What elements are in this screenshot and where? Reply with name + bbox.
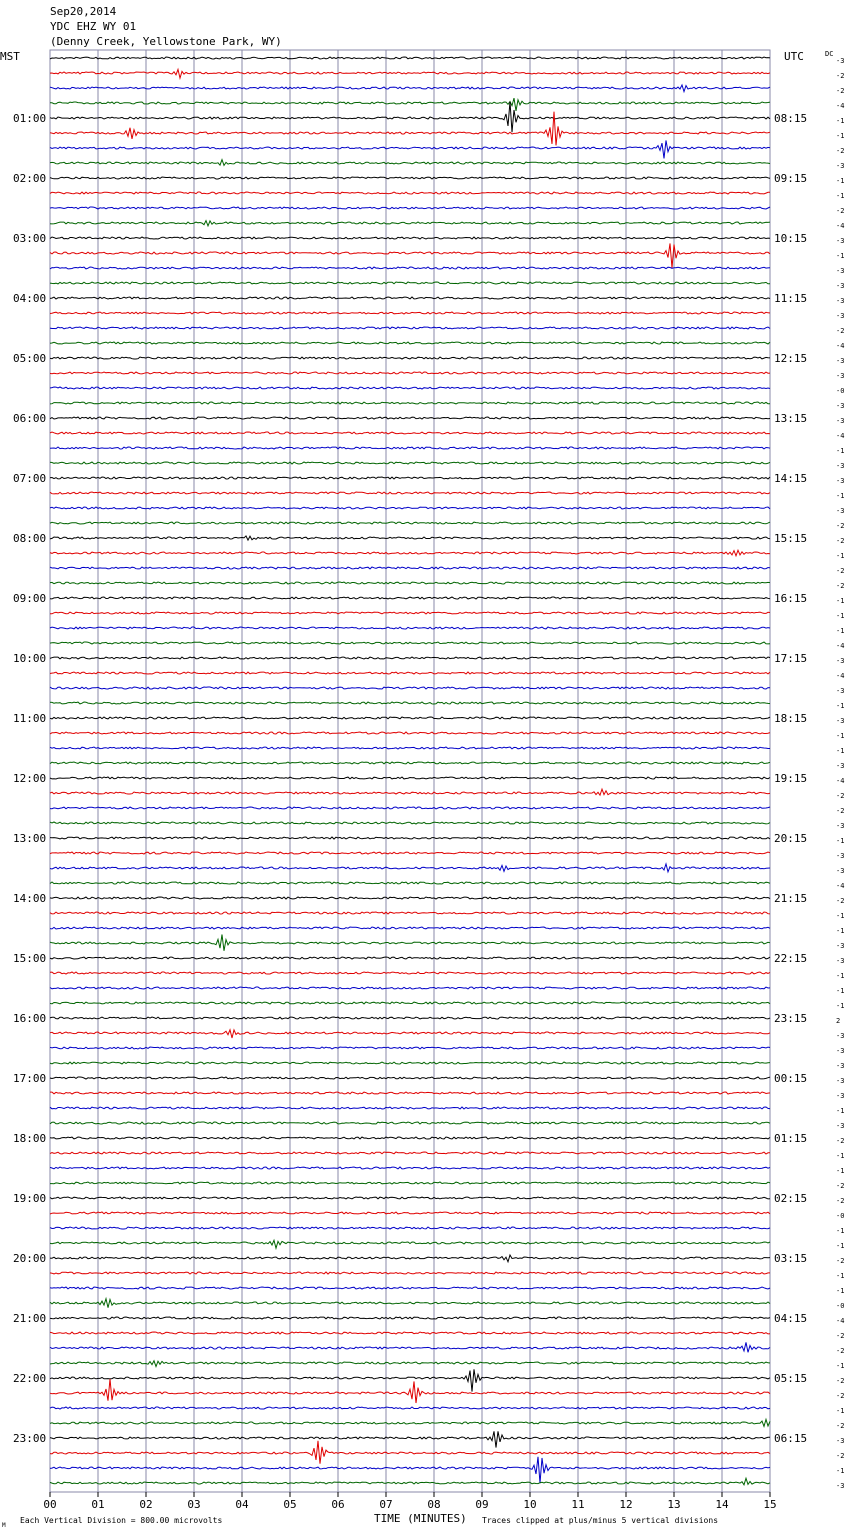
x-tick-label: 01 <box>91 1498 105 1511</box>
trace-line <box>50 402 770 404</box>
trace-line <box>50 1062 770 1064</box>
dc-offset-label: -1 <box>836 132 845 140</box>
right-hour-label: 14:15 <box>774 472 808 485</box>
corner-mark: M <box>2 1522 6 1529</box>
trace-lines <box>50 57 770 1485</box>
trace-line <box>50 207 770 209</box>
station-location: (Denny Creek, Yellowstone Park, WY) <box>50 35 282 48</box>
left-time-zone-label: MST <box>0 50 20 63</box>
x-tick-label: 12 <box>619 1498 633 1511</box>
left-hour-label: 02:00 <box>13 172 47 185</box>
trace-line <box>50 536 770 540</box>
trace-line <box>50 312 770 314</box>
dc-offset-label: -2 <box>836 1377 845 1385</box>
left-hour-label: 21:00 <box>13 1312 47 1325</box>
trace-line <box>50 1457 770 1483</box>
dc-offset-label: -3 <box>836 1077 845 1085</box>
trace-line <box>50 642 770 644</box>
dc-offset-label: -1 <box>836 492 845 500</box>
x-tick-label: 10 <box>523 1498 537 1511</box>
left-hour-label: 10:00 <box>13 652 47 665</box>
dc-offset-label: -3 <box>836 1482 845 1490</box>
right-hour-label: 21:15 <box>774 892 808 905</box>
right-hour-label: 17:15 <box>774 652 808 665</box>
clip-note: Traces clipped at plus/minus 5 vertical divisions <box>482 1516 719 1525</box>
dc-offset-label: -2 <box>836 207 845 215</box>
dc-offset-label: -4 <box>836 672 845 680</box>
x-tick-label: 03 <box>187 1498 201 1511</box>
trace-line <box>50 243 770 268</box>
trace-line <box>50 1047 770 1049</box>
dc-offset-label: 2 <box>836 1017 841 1025</box>
trace-line <box>50 1077 770 1079</box>
trace-line <box>50 1107 770 1109</box>
dc-offset-label: -1 <box>836 1242 845 1250</box>
dc-offset-label: -0 <box>836 1302 845 1310</box>
dc-offset-label: -1 <box>836 927 845 935</box>
trace-line <box>50 897 770 899</box>
right-hour-label: 13:15 <box>774 412 808 425</box>
trace-line <box>50 567 770 569</box>
dc-offset-label: -1 <box>836 612 845 620</box>
trace-line <box>50 852 770 854</box>
right-hour-label: 20:15 <box>774 832 808 845</box>
left-hour-label: 23:00 <box>13 1432 47 1445</box>
trace-line <box>50 1002 770 1004</box>
x-tick-label: 11 <box>571 1498 585 1511</box>
dc-offset-label: -1 <box>836 117 845 125</box>
trace-line <box>50 1017 770 1019</box>
left-hour-label: 14:00 <box>13 892 47 905</box>
dc-offset-label: -2 <box>836 1182 845 1190</box>
trace-line <box>50 717 770 719</box>
right-hour-label: 10:15 <box>774 232 808 245</box>
trace-line <box>50 927 770 929</box>
dc-offset-label: -3 <box>836 282 845 290</box>
trace-line <box>50 672 770 674</box>
trace-line <box>50 1342 770 1352</box>
left-hour-label: 20:00 <box>13 1252 47 1265</box>
x-tick-label: 09 <box>475 1498 489 1511</box>
dc-offset-label: -3 <box>836 852 845 860</box>
x-tick-label: 07 <box>379 1498 393 1511</box>
dc-offset-label: -1 <box>836 837 845 845</box>
dc-offset-label: -4 <box>836 1317 845 1325</box>
dc-offset-label: -2 <box>836 327 845 335</box>
trace-line <box>50 747 770 749</box>
dc-offset-label: -3 <box>836 1062 845 1070</box>
right-hour-label: 03:15 <box>774 1252 808 1265</box>
dc-offset-label: -1 <box>836 1407 845 1415</box>
trace-line <box>50 1379 770 1403</box>
trace-line <box>50 1255 770 1262</box>
left-hour-label: 13:00 <box>13 832 47 845</box>
dc-offset-label: -2 <box>836 87 845 95</box>
axis-labels <box>13 57 844 1511</box>
x-tick-label: 02 <box>139 1498 153 1511</box>
trace-line <box>50 1299 770 1308</box>
dc-offset-label: -3 <box>836 417 845 425</box>
dc-offset-label: -4 <box>836 882 845 890</box>
dc-offset-label: -1 <box>836 1287 845 1295</box>
trace-line <box>50 160 770 166</box>
trace-line <box>50 522 770 524</box>
right-hour-label: 01:15 <box>774 1132 808 1145</box>
left-hour-label: 03:00 <box>13 232 47 245</box>
dc-offset-label: -3 <box>836 687 845 695</box>
dc-offset-label: -1 <box>836 177 845 185</box>
trace-line <box>50 597 770 599</box>
dc-offset-label: -2 <box>836 1347 845 1355</box>
dc-offset-label: -2 <box>836 1392 845 1400</box>
trace-line <box>50 57 770 59</box>
dc-offset-label: -2 <box>836 147 845 155</box>
trace-line <box>50 762 770 764</box>
dc-offset-label: -3 <box>836 477 845 485</box>
trace-line <box>50 447 770 449</box>
dc-offset-label: -4 <box>836 342 845 350</box>
dc-offset-label: -1 <box>836 447 845 455</box>
dc-offset-label: -1 <box>836 1272 845 1280</box>
left-hour-label: 08:00 <box>13 532 47 545</box>
trace-line <box>50 221 770 226</box>
trace-line <box>50 657 770 659</box>
trace-line <box>50 1167 770 1169</box>
trace-line <box>50 1407 770 1409</box>
trace-line <box>50 327 770 329</box>
x-tick-label: 05 <box>283 1498 297 1511</box>
dc-offset-label: -3 <box>836 402 845 410</box>
dc-offset-label: -1 <box>836 732 845 740</box>
trace-line <box>50 935 770 951</box>
dc-offset-label: -3 <box>836 507 845 515</box>
dc-offset-label: -2 <box>836 1332 845 1340</box>
right-hour-label: 06:15 <box>774 1432 808 1445</box>
right-hour-label: 00:15 <box>774 1072 808 1085</box>
dc-offset-heading: DC <box>825 50 834 58</box>
trace-line <box>50 1332 770 1334</box>
dc-offset-label: -0 <box>836 387 845 395</box>
dc-offset-label: -3 <box>836 1437 845 1445</box>
trace-line <box>50 807 770 809</box>
trace-line <box>50 1317 770 1319</box>
left-hour-label: 15:00 <box>13 952 47 965</box>
trace-line <box>50 342 770 344</box>
trace-line <box>50 1478 770 1485</box>
trace-line <box>50 1092 770 1094</box>
trace-line <box>50 702 770 704</box>
trace-line <box>50 1137 770 1139</box>
chart-date: Sep20,2014 <box>50 5 117 18</box>
dc-offset-label: -3 <box>836 462 845 470</box>
left-hour-label: 07:00 <box>13 472 47 485</box>
trace-line <box>50 297 770 299</box>
trace-line <box>50 1152 770 1154</box>
right-hour-label: 09:15 <box>774 172 808 185</box>
left-hour-label: 05:00 <box>13 352 47 365</box>
trace-line <box>50 837 770 839</box>
left-hour-label: 18:00 <box>13 1132 47 1145</box>
trace-line <box>50 987 770 989</box>
trace-line <box>50 192 770 194</box>
right-hour-label: 02:15 <box>774 1192 808 1205</box>
right-hour-label: 18:15 <box>774 712 808 725</box>
dc-offset-label: -4 <box>836 222 845 230</box>
trace-line <box>50 882 770 884</box>
x-tick-label: 08 <box>427 1498 441 1511</box>
trace-line <box>50 612 770 614</box>
dc-offset-label: -2 <box>836 807 845 815</box>
trace-line <box>50 864 770 872</box>
dc-offset-label: -1 <box>836 192 845 200</box>
right-hour-label: 04:15 <box>774 1312 808 1325</box>
trace-line <box>50 98 770 111</box>
trace-line <box>50 1272 770 1274</box>
dc-offset-label: -3 <box>836 1047 845 1055</box>
dc-offset-label: -4 <box>836 777 845 785</box>
dc-offset-label: -2 <box>836 72 845 80</box>
right-hour-label: 08:15 <box>774 112 808 125</box>
trace-line <box>50 85 770 92</box>
trace-line <box>50 477 770 479</box>
dc-offset-label: -3 <box>836 312 845 320</box>
left-hour-label: 19:00 <box>13 1192 47 1205</box>
trace-line <box>50 687 770 689</box>
trace-line <box>50 1240 770 1248</box>
trace-line <box>50 357 770 359</box>
trace-line <box>50 69 770 78</box>
dc-offset-label: -3 <box>836 372 845 380</box>
right-time-zone-label: UTC <box>784 50 804 63</box>
trace-line <box>50 732 770 734</box>
trace-line <box>50 1122 770 1124</box>
trace-line <box>50 912 770 914</box>
trace-line <box>50 1441 770 1464</box>
trace-line <box>50 177 770 179</box>
dc-offset-label: -3 <box>836 762 845 770</box>
dc-offset-label: -1 <box>836 1002 845 1010</box>
dc-offset-label: -1 <box>836 252 845 260</box>
dc-offset-label: -4 <box>836 102 845 110</box>
dc-offset-label: -1 <box>836 1152 845 1160</box>
right-hour-label: 11:15 <box>774 292 808 305</box>
dc-offset-label: -3 <box>836 717 845 725</box>
dc-offset-label: -3 <box>836 822 845 830</box>
trace-line <box>50 140 770 158</box>
trace-line <box>50 627 770 629</box>
trace-line <box>50 822 770 824</box>
dc-offset-label: -3 <box>836 1032 845 1040</box>
dc-offset-label: -3 <box>836 1122 845 1130</box>
dc-offset-label: -1 <box>836 1227 845 1235</box>
dc-offset-label: -1 <box>836 1362 845 1370</box>
x-tick-label: 14 <box>715 1498 729 1511</box>
trace-line <box>50 417 770 419</box>
x-tick-label: 06 <box>331 1498 345 1511</box>
right-hour-label: 15:15 <box>774 532 808 545</box>
trace-line <box>50 102 770 133</box>
trace-line <box>50 1197 770 1199</box>
dc-offset-label: -2 <box>836 1452 845 1460</box>
x-tick-label: 04 <box>235 1498 249 1511</box>
right-hour-label: 22:15 <box>774 952 808 965</box>
plot-frame <box>50 50 770 1492</box>
trace-line <box>50 1030 770 1038</box>
trace-line <box>50 1182 770 1184</box>
trace-line <box>50 282 770 284</box>
x-tick-label: 13 <box>667 1498 681 1511</box>
right-hour-label: 19:15 <box>774 772 808 785</box>
left-hour-label: 22:00 <box>13 1372 47 1385</box>
trace-line <box>50 1212 770 1214</box>
dc-offset-label: -1 <box>836 702 845 710</box>
right-hour-label: 23:15 <box>774 1012 808 1025</box>
trace-line <box>50 789 770 795</box>
dc-offset-label: -0 <box>836 1212 845 1220</box>
left-hour-label: 06:00 <box>13 412 47 425</box>
dc-offset-label: -3 <box>836 237 845 245</box>
dc-offset-label: -1 <box>836 1467 845 1475</box>
dc-offset-label: -4 <box>836 432 845 440</box>
trace-line <box>50 972 770 974</box>
trace-line <box>50 550 770 556</box>
dc-offset-label: -1 <box>836 747 845 755</box>
left-hour-label: 12:00 <box>13 772 47 785</box>
x-tick-label: 00 <box>43 1498 57 1511</box>
dc-offset-label: -1 <box>836 1107 845 1115</box>
dc-offset-label: -1 <box>836 627 845 635</box>
dc-offset-label: -3 <box>836 957 845 965</box>
dc-offset-label: -2 <box>836 1257 845 1265</box>
left-hour-label: 16:00 <box>13 1012 47 1025</box>
trace-line <box>50 1227 770 1229</box>
left-hour-label: 17:00 <box>13 1072 47 1085</box>
trace-line <box>50 507 770 509</box>
left-hour-label: 04:00 <box>13 292 47 305</box>
trace-line <box>50 372 770 374</box>
trace-line <box>50 1431 770 1447</box>
trace-line <box>50 777 770 779</box>
trace-line <box>50 237 770 239</box>
dc-offset-label: -2 <box>836 567 845 575</box>
dc-offset-label: -2 <box>836 1137 845 1145</box>
trace-line <box>50 1287 770 1289</box>
dc-offset-label: -3 <box>836 267 845 275</box>
right-hour-label: 05:15 <box>774 1372 808 1385</box>
x-tick-label: 15 <box>763 1498 777 1511</box>
dc-offset-label: -2 <box>836 582 845 590</box>
dc-offset-label: -3 <box>836 297 845 305</box>
dc-offset-label: -2 <box>836 522 845 530</box>
right-hour-label: 16:15 <box>774 592 808 605</box>
x-axis-title: TIME (MINUTES) <box>374 1512 467 1525</box>
dc-offset-label: -2 <box>836 792 845 800</box>
left-hour-label: 01:00 <box>13 112 47 125</box>
dc-offset-label: -2 <box>836 1422 845 1430</box>
trace-line <box>50 957 770 959</box>
dc-offset-label: -2 <box>836 537 845 545</box>
dc-offset-label: -3 <box>836 657 845 665</box>
dc-offset-label: -2 <box>836 897 845 905</box>
station-code: YDC EHZ WY 01 <box>50 20 137 33</box>
trace-line <box>50 1361 770 1367</box>
trace-line <box>50 462 770 464</box>
trace-line <box>50 582 770 584</box>
dc-offset-label: -1 <box>836 912 845 920</box>
right-hour-label: 12:15 <box>774 352 808 365</box>
dc-offset-label: -1 <box>836 987 845 995</box>
trace-line <box>50 267 770 269</box>
dc-offset-label: -1 <box>836 972 845 980</box>
dc-offset-label: -1 <box>836 1167 845 1175</box>
left-hour-label: 11:00 <box>13 712 47 725</box>
dc-offset-label: -3 <box>836 867 845 875</box>
left-hour-label: 09:00 <box>13 592 47 605</box>
dc-offset-label: -3 <box>836 942 845 950</box>
trace-line <box>50 432 770 434</box>
dc-offset-label: -2 <box>836 1197 845 1205</box>
trace-line <box>50 1419 770 1426</box>
dc-offset-label: -3 <box>836 57 845 65</box>
dc-offset-label: -1 <box>836 597 845 605</box>
dc-offset-label: -3 <box>836 162 845 170</box>
dc-offset-label: -3 <box>836 357 845 365</box>
trace-line <box>50 387 770 389</box>
dc-offset-label: -4 <box>836 642 845 650</box>
dc-offset-label: -3 <box>836 1092 845 1100</box>
trace-line <box>50 492 770 494</box>
dc-offset-label: -1 <box>836 552 845 560</box>
scale-note: Each Vertical Division = 800.00 microvolts <box>20 1516 223 1525</box>
